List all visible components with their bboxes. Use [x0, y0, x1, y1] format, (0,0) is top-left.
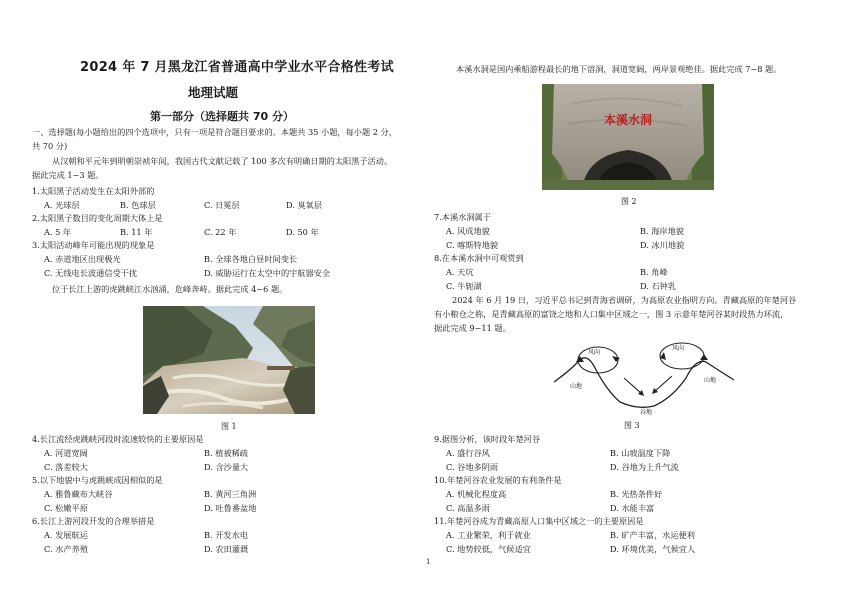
q11-option-a[interactable]: A. 工业繁荣，利于就业 — [446, 530, 531, 540]
q6-option-a[interactable]: A. 发展航运 — [44, 530, 88, 540]
q2-option-a[interactable]: A. 5 年 — [44, 227, 72, 237]
q7-option-b[interactable]: B. 海岸地貌 — [640, 226, 684, 236]
figure3-circulation-diagram — [554, 332, 734, 416]
q3-option-d[interactable]: D. 威胁运行在太空中的宇航器安全 — [204, 268, 331, 278]
q8-option-c[interactable]: C. 牛轭湖 — [446, 281, 482, 291]
q9-option-a[interactable]: A. 盛行谷风 — [446, 448, 490, 458]
q9-option-c[interactable]: C. 谷地多阴雨 — [446, 462, 499, 472]
q1-option-b[interactable]: B. 色球层 — [120, 200, 156, 210]
passage2-line1: 位于长江上游的虎跳峡江水汹涌，危峰奔峙。据此完成 4~6 题。 — [52, 284, 288, 294]
fig3-label-wind-right: 风向 — [672, 345, 685, 352]
q3-option-a[interactable]: A. 赤道地区出现极光 — [44, 254, 121, 264]
exam-subtitle: 地理试题 — [188, 85, 239, 100]
q3-stem: 3.太阳活动峰年可能出现的现象是 — [32, 240, 155, 250]
figure1-gorge-photo — [143, 306, 315, 414]
q6-option-d[interactable]: D. 农田灌溉 — [204, 544, 249, 554]
page-number: 1 — [426, 558, 431, 566]
q4-stem: 4.长江流经虎跳峡河段时流速较快的主要原因是 — [32, 434, 204, 444]
figure2-caption: 图 2 — [621, 197, 637, 206]
q6-option-b[interactable]: B. 开发水电 — [204, 530, 248, 540]
q10-option-b[interactable]: B. 光热条件好 — [610, 489, 663, 499]
passage4-line3: 据此完成 9~11 题。 — [434, 323, 511, 333]
q11-option-c[interactable]: C. 地势较低，气候适宜 — [446, 544, 531, 554]
q4-option-b[interactable]: B. 植被稀疏 — [204, 448, 248, 458]
exam-title: 2024 年 7 月黑龙江省普通高中学业水平合格性考试 — [80, 60, 394, 75]
q9-option-b[interactable]: B. 山坡温度下降 — [610, 448, 671, 458]
instructions-line2: 共 70 分) — [32, 141, 68, 151]
q7-option-a[interactable]: A. 风成地貌 — [446, 226, 490, 236]
q9-option-d[interactable]: D. 谷地为上升气流 — [610, 462, 679, 472]
q2-option-d[interactable]: D. 50 年 — [286, 227, 319, 237]
fig3-label-valley: 谷地 — [640, 409, 653, 416]
q8-option-a[interactable]: A. 天坑 — [446, 267, 474, 277]
q10-option-a[interactable]: A. 机械化程度高 — [446, 489, 507, 499]
q4-option-c[interactable]: C. 落差较大 — [44, 462, 88, 472]
q2-stem: 2.太阳黑子数目的变化周期大体上是 — [32, 213, 163, 223]
q7-option-d[interactable]: D. 冰川地貌 — [640, 240, 685, 250]
q5-option-a[interactable]: A. 雅鲁藏布大峡谷 — [44, 489, 113, 499]
q7-option-c[interactable]: C. 喀斯特地貌 — [446, 240, 499, 250]
q4-option-a[interactable]: A. 河道宽阔 — [44, 448, 88, 458]
q8-option-d[interactable]: D. 石钟乳 — [640, 281, 677, 291]
q3-option-c[interactable]: C. 无线电长波通信受干扰 — [44, 268, 138, 278]
q7-stem: 7.本溪水洞属于 — [434, 212, 491, 222]
q11-option-b[interactable]: B. 矿产丰富，水运便利 — [610, 530, 695, 540]
passage1-line2: 据此完成 1~3 题。 — [32, 170, 104, 180]
fig3-label-mountain-left: 山地 — [570, 383, 583, 390]
q6-option-c[interactable]: C. 水产养殖 — [44, 544, 88, 554]
figure2-plaque: 本溪水洞 — [603, 113, 653, 127]
q8-stem: 8.在本溪水洞中可观赏到 — [434, 253, 524, 263]
q10-option-c[interactable]: C. 高温多雨 — [446, 503, 490, 513]
fig3-label-mountain-right: 山地 — [704, 377, 717, 384]
q1-option-a[interactable]: A. 光球层 — [44, 200, 80, 210]
q5-option-d[interactable]: D. 吐鲁番盆地 — [204, 503, 257, 513]
q9-stem: 9.据图分析，该时段年楚河谷 — [434, 434, 541, 444]
q1-option-d[interactable]: D. 臭氧层 — [286, 200, 323, 210]
q4-option-d[interactable]: D. 含沙量大 — [204, 462, 249, 472]
q5-stem: 5.以下地貌中与虎跳峡成因相似的是 — [32, 475, 163, 485]
passage3-line1: 本溪水洞是国内乘船游程最长的地下溶洞，洞道宽阔，两岸景观绝佳。据此完成 7~8 题。 — [456, 64, 782, 74]
figure1-caption: 图 1 — [221, 422, 237, 431]
q1-stem: 1.太阳黑子活动发生在太阳外部的 — [32, 186, 155, 196]
q6-stem: 6.长江上游河段开发的合理举措是 — [32, 516, 155, 526]
q10-stem: 10.年楚河谷农业发展的有利条件是 — [434, 475, 562, 485]
part-heading: 第一部分（选择题共 70 分） — [150, 110, 294, 123]
q5-option-b[interactable]: B. 黄河三角洲 — [204, 489, 257, 499]
figure2-cave-photo — [542, 84, 714, 190]
q10-option-d[interactable]: D. 水能丰富 — [610, 503, 655, 513]
passage4-line2: 有小粮仓之称，是青藏高原的富饶之地和人口集中区域之一，图 3 示意年楚河谷某时段热力环流， — [434, 309, 789, 319]
q1-option-c[interactable]: C. 日冕层 — [204, 200, 240, 210]
passage1-line1: 从汉朝和平元年到明朝崇祯年间，我国古代文献记载了 100 多次有明确日期的太阳黑子活动。 — [52, 156, 393, 166]
q2-option-b[interactable]: B. 11 年 — [120, 227, 153, 237]
q5-option-c[interactable]: C. 松嫩平原 — [44, 503, 88, 513]
figure3-caption: 图 3 — [624, 421, 640, 430]
q11-stem: 11.年楚河谷成为青藏高原人口集中区域之一的主要原因是 — [434, 516, 644, 526]
q8-option-b[interactable]: B. 角峰 — [640, 267, 668, 277]
q2-option-c[interactable]: C. 22 年 — [204, 227, 237, 237]
passage4-line1: 2024 年 6 月 19 日，习近平总书记到青海省调研，为高原农业指明方向。青藏高原的年楚河谷 — [452, 295, 797, 305]
fig3-label-wind-left: 风向 — [588, 349, 601, 356]
q11-option-d[interactable]: D. 环境优美，气候宜人 — [610, 544, 696, 554]
q3-option-b[interactable]: B. 全球各地白昼时间变长 — [204, 254, 298, 264]
instructions-line1: 一、选择题(每小题给出的四个选项中，只有一项是符合题目要求的。本题共 35 小题，每小题 2 分， — [32, 127, 397, 137]
